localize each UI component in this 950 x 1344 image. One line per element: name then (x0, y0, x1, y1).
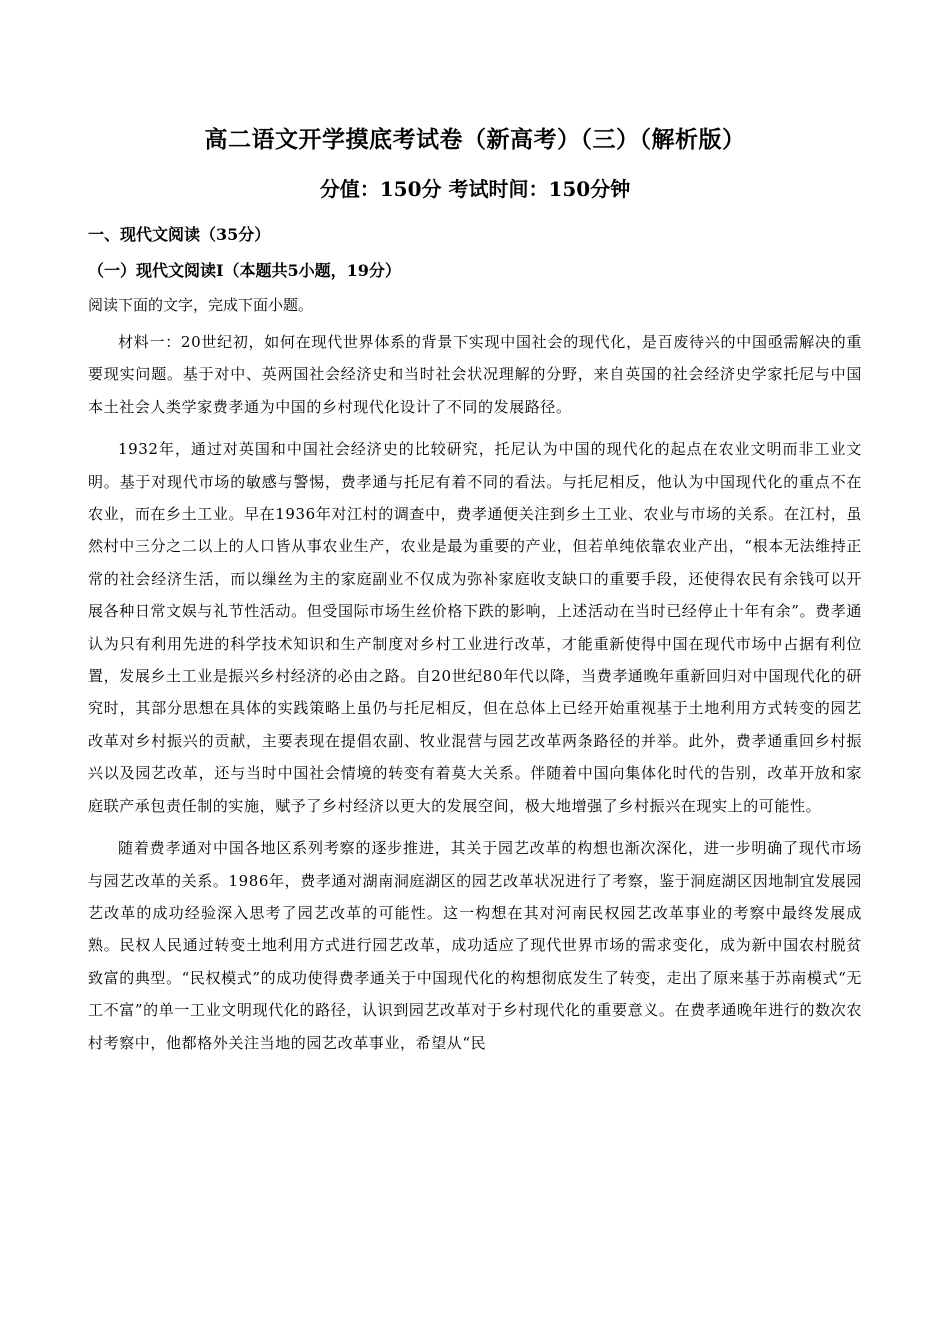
section-heading: 一、现代文阅读（35分） (88, 225, 271, 244)
paragraph-1: 材料一：20世纪初，如何在现代世界体系的背景下实现中国社会的现代化，是百废待兴的中国亟需解决的重要现实问题。基于对中、英两国社会经济史和当时社会状况理解的分野，来自英国的社会经济史学家托尼与中国本土社会人类学家费孝通为中国的乡村现代化设计了不同的发展路径。 (88, 333, 862, 416)
sub-heading: （一）现代文阅读Ⅰ（本题共5小题，19分） (88, 261, 401, 280)
paragraph-2: 1932年，通过对英国和中国社会经济史的比较研究，托尼认为中国的现代化的起点在农业文明而非工业文明。基于对现代市场的敏感与警惕，费孝通与托尼有着不同的看法。与托尼相反，他认为中国现代化的重点不在农业，而在乡土工业。早在1936年对江村的调查中，费孝通便关注到乡土工业、农业与市场的关系。在江村，虽然村中三分之二以上的人口皆从事农业生产，农业是最为重要的产业，但若单纯依靠农业产出，“根本无法维持正常的社会经济生活，而以缫丝为主的家庭副业不仅成为弥补家庭收支缺口的重要手段，还使得农民有余钱可以开展各种日常文娱与礼节性活动。但受国际市场生丝价格下跌的影响，上述活动在当时已经停止十年有余”。费孝通认为只有利用先进的科学技术知识和生产制度对乡村工业进行改革，才能重新使得中国在现代市场中占据有利位置，发展乡土工业是振兴乡村经济的必由之路。自20世纪80年代以降，当费孝通晚年重新回归对中国现代化的研究时，其部分思想在具体的实践策略上虽仍与托尼相反，但在总体上已经开始重视基于土地利用方式转变的园艺改革对乡村振兴的贡献，主要表现在提倡农副、牧业混营与园艺改革两条路径的并举。此外，费孝通重回乡村振兴以及园艺改革，还与当时中国社会情境的转变有着莫大关系。伴随着中国向集体化时代的告别，改革开放和家庭联产承包责任制的实施，赋予了乡村经济以更大的发展空间，极大地增强了乡村振兴在现实上的可能性。 (88, 440, 862, 815)
instruction-text: 阅读下面的文字，完成下面小题。 (88, 296, 314, 314)
exam-info: 分值：150分 考试时间：150分钟 (319, 177, 631, 201)
document-title: 高二语文开学摸底考试卷（新高考）（三）（解析版） (204, 126, 746, 153)
paragraph-3: 随着费孝通对中国各地区系列考察的逐步推进，其关于园艺改革的构想也渐次深化，进一步明确了现代市场与园艺改革的关系。1986年，费孝通对湖南洞庭湖区的园艺改革状况进行了考察，鉴于洞庭湖区因地制宜发展园艺改革的成功经验深入思考了园艺改革的可能性。这一构想在其对河南民权园艺改革事业的考察中最终发展成熟。民权人民通过转变土地利用方式进行园艺改革，成功适应了现代世界市场的需求变化，成为新中国农村脱贫致富的典型。“民权模式”的成功使得费孝通关于中国现代化的构想彻底发生了转变，走出了原来基于苏南模式“无工不富”的单一工业文明现代化的路径，认识到园艺改革对于乡村现代化的重要意义。在费孝通晚年进行的数次农村考察中，他都格外关注当地的园艺改革事业，希望从“民 (88, 839, 862, 1052)
